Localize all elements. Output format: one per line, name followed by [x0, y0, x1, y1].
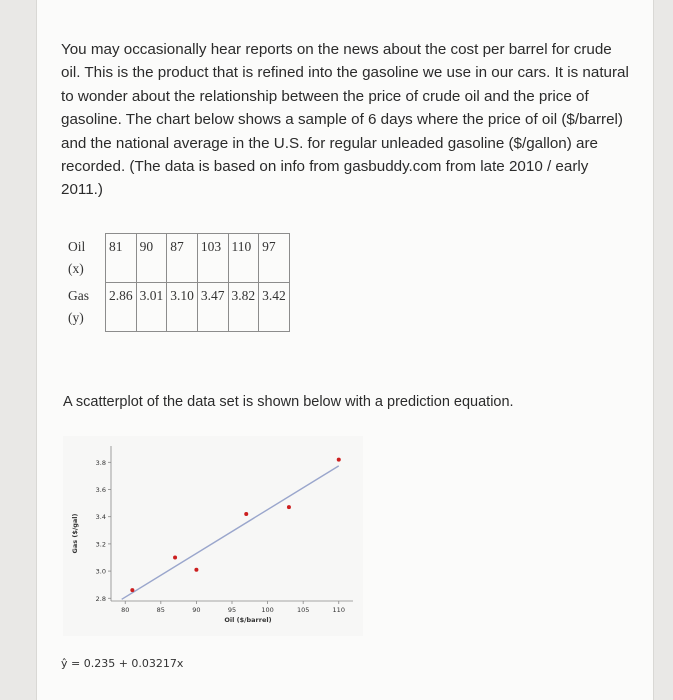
y-tick-label: 3.6 — [95, 486, 106, 495]
data-point — [173, 555, 177, 559]
y-tick-label: 3.4 — [95, 513, 106, 522]
table-cell: 110 — [228, 234, 259, 283]
row-label-gas: Gas (y) — [65, 283, 106, 332]
data-point — [194, 568, 198, 572]
table-cell: 87 — [167, 234, 198, 283]
prediction-equation: ŷ = 0.235 + 0.03217x — [61, 657, 184, 670]
table-cell: 3.01 — [136, 283, 167, 332]
row-label-oil: Oil (x) — [65, 234, 106, 283]
x-tick-label: 105 — [296, 606, 310, 614]
data-point — [287, 505, 291, 509]
x-tick-label: 95 — [227, 606, 237, 614]
x-tick-label: 85 — [156, 606, 165, 614]
table-cell: 103 — [197, 234, 228, 283]
x-tick-label: 100 — [261, 606, 274, 614]
scatter-caption: A scatterplot of the data set is shown below with a prediction equation. — [63, 394, 514, 410]
document-page — [36, 0, 654, 700]
y-axis-label: Gas ($/gal) — [71, 513, 79, 554]
table-cell: 81 — [106, 234, 137, 283]
chart-background — [63, 436, 363, 636]
intro-paragraph: You may occasionally hear reports on the news about the cost per barrel for crude oil. This is the product that is refined into the gasoline we use in our cars. It is natural to wonder about the relationship between the price of crude oil and the price of gasoline. The chart below shows a sample of 6 days where the price of oil ($/barrel) and the national average in the U.S. for regular unleaded gasoline ($/gallon) are recorded. (The data is based on info from gasbuddy.com from late 2010 / early 2011.) — [61, 41, 629, 199]
table-cell: 3.47 — [197, 283, 228, 332]
table-cell: 3.42 — [259, 283, 290, 332]
table-cell: 2.86 — [106, 283, 137, 332]
table-cell: 97 — [259, 234, 290, 283]
y-tick-label: 3.0 — [95, 567, 106, 576]
data-table — [65, 233, 290, 332]
data-point — [244, 512, 248, 516]
x-tick-label: 90 — [192, 606, 201, 614]
y-tick-label: 3.8 — [95, 458, 106, 467]
x-tick-label: 110 — [332, 606, 345, 614]
data-point — [130, 588, 134, 592]
y-tick-label: 3.2 — [95, 540, 106, 549]
table-row-gas — [65, 283, 289, 332]
table-row-oil — [65, 234, 289, 283]
y-tick-label: 2.8 — [95, 594, 106, 603]
table-cell: 90 — [136, 234, 167, 283]
table-cell: 3.82 — [228, 283, 259, 332]
table-cell: 3.10 — [167, 283, 198, 332]
x-axis-label: Oil ($/barrel) — [224, 616, 272, 624]
scatter-chart — [63, 436, 363, 636]
data-point — [337, 458, 341, 462]
x-tick-label: 80 — [121, 606, 130, 614]
